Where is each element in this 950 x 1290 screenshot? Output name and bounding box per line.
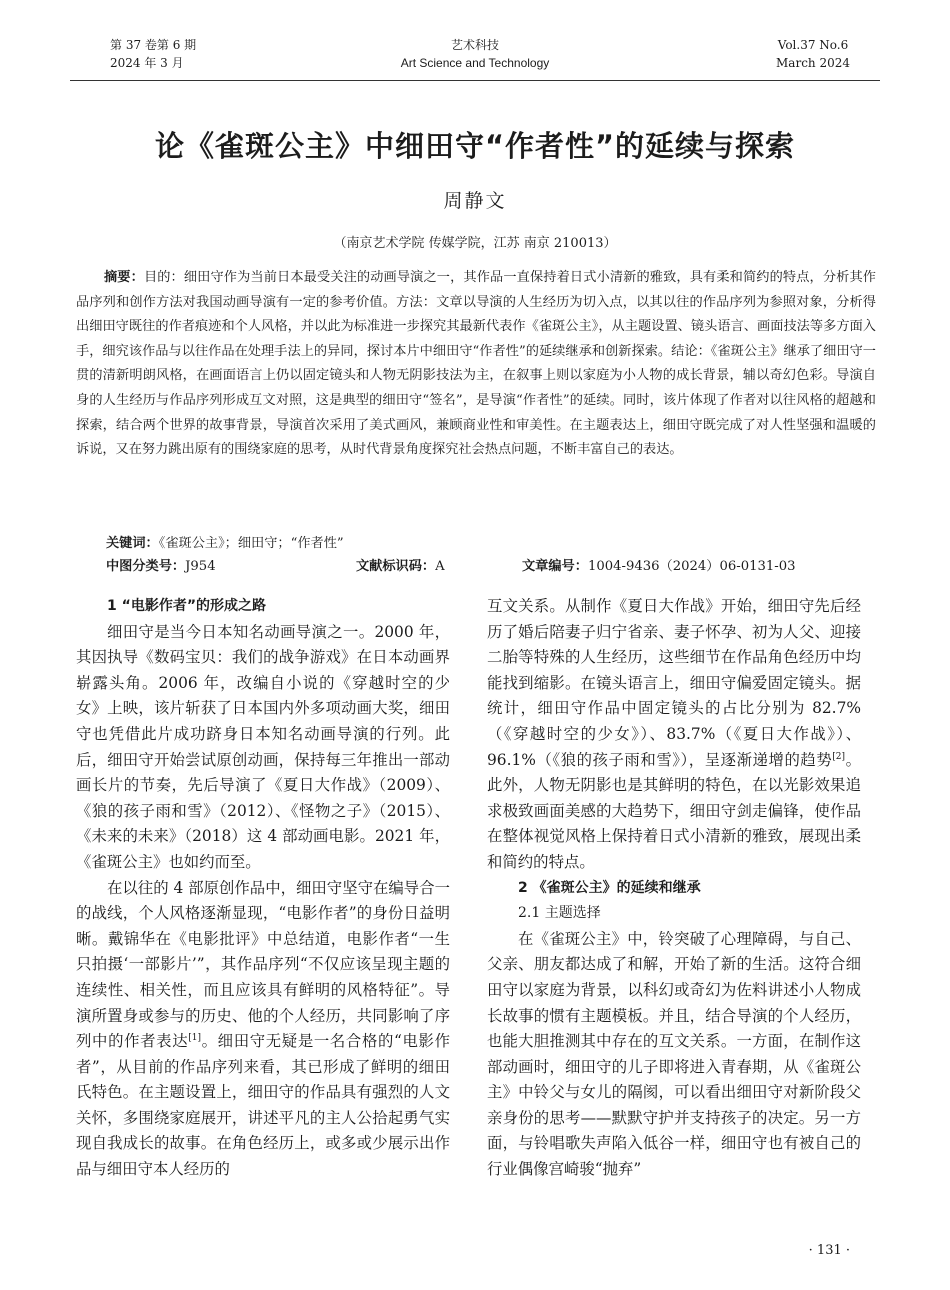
doc-value: A [435, 559, 445, 574]
abstract [76, 266, 876, 463]
author-name: 周静文 [443, 190, 507, 212]
keywords [106, 533, 886, 555]
abstract-label: 摘要： [104, 270, 144, 285]
abstract-text: 目的：细田守作为当前日本最受关注的动画导演之一，其作品一直保持着日式小清新的雅致，具有柔和简约的特点，分析其作品序列和创作方法对我国动画导演有一定的参考价值。方法：文章以导演的人生经历为切入点，以其以往的作品序列为参照对象，分析得出细田守既往的作者痕迹和个人风格，并以此为标准进一步探究其最新代表作《雀斑公主》，从主题设置、镜头语言、画面技法等多方面入手，细究该作品与以往作品在处理手法上的异同，探讨本片中细田守“作者性”的延续继承和创新探索。结论：《雀斑公主》继承了细田守一贯的清新明朗风格，在画面语言上仍以固定镜头和人物无阴影技法为主，在叙事上则以家庭为小人物的成长背景，辅以奇幻色彩。导演自身的人生经历与作品序列形成互文对照，这是典型的细田守“签名”，是导演“作者性”的延续。同时，该片体现了作者对以往风格的超越和探索，结合两个世界的故事背景，导演首次采用了美式画风，兼顾商业性和审美性。在主题表达上，细田守既完成了对人性坚强和温暖的诉说，又在努力跳出原有的围绕家庭的思考，从时代背景角度探究社会热点问题，不断丰富自己的表达。 [76, 270, 876, 458]
classification-line [106, 556, 886, 578]
header-volume-en [776, 36, 850, 72]
article-number [522, 556, 796, 578]
body-column-left [76, 594, 450, 1183]
header-journal-en: Art Science and Technology [400, 56, 550, 70]
header-journal [70, 36, 880, 72]
paragraph: 在《雀斑公主》中，铃突破了心理障碍，与自己、父亲、朋友都达成了和解，开始了新的生活。这符合细田守以家庭为背景，以科幻或奇幻为佐料讲述小人物成长故事的惯有主题模板。并且，结合导演的个人经历，也能大胆推测其中存在的互文关系。一方面，在制作这部动画时，细田守的儿子即将进入青春期，从《雀斑公主》中铃父与女儿的隔阂，可以看出细田守对新阶段父亲身份的思考——默默守护并支持孩子的决定。另一方面，与铃唱歌失声陷入低谷一样，细田守也有被自己的行业偶像宫崎骏“抛弃” [487, 929, 861, 1179]
clc-label: 中图分类号： [106, 559, 186, 574]
header-date: 2024 年 3 月 [110, 56, 184, 70]
section-2-1-heading: 2.1 主题选择 [518, 905, 601, 922]
header-volume: 第 37 卷第 6 期 [110, 38, 197, 52]
citation-2: [2] [832, 751, 846, 762]
header-month: March 2024 [776, 56, 850, 70]
keywords-text: 《雀斑公主》；细田守；“作者性” [158, 536, 344, 551]
body-column-right [487, 594, 861, 1183]
article-value: 1004-9436（2024）06-0131-03 [587, 559, 796, 574]
article-title: 论《雀斑公主》中细田守“作者性”的延续与探索 [154, 129, 796, 163]
header-journal-cn: 艺术科技 [450, 38, 499, 52]
paragraph [76, 876, 450, 1183]
document-code [356, 556, 445, 578]
section-1-heading: 1 “电影作者”的形成之路 [107, 598, 267, 614]
citation-1: [1] [188, 1032, 201, 1043]
paragraph [487, 594, 861, 876]
paragraph-text: 在以往的 4 部原创作品中，细田守坚守在编导合一的战线，个人风格逐渐显现，“电影作者”的身份日益明晰。戴锦华在《电影批评》中总结道，电影作者“一生只拍摄‘一部影片’”，其作品序列“不仅应该呈现主题的连续性、相关性，而且应该具有鲜明的风格特征”。导演所置身或参与的历史、他的个人经历，共同影响了序列中的作者表达 [76, 878, 450, 1051]
running-header [70, 36, 880, 81]
paragraph: 细田守是当今日本知名动画导演之一。2000 年，其因执导《数码宝贝：我们的战争游戏》在日本动画界崭露头角。2006 年，改编自小说的《穿越时空的少女》上映，该片斩获了日本国内外多项动画大奖，细田守也凭借此片成功跻身日本知名动画导演的行列。此后，细田守开始尝试原创动画，保持每三年推出一部动画长片的节奏，先后导演了《夏日大作战》（2009）、《狼的孩子雨和雪》（2012）、《怪物之子》（2015）、《未来的未来》（2018）这 4 部动画电影。2021 年，《雀斑公主》也如约而至。 [76, 622, 450, 871]
author-affiliation: （南京艺术学院 传媒学院，江苏 南京 210013） [333, 236, 617, 251]
article-label: 文章编号： [522, 559, 588, 574]
paragraph-text: 。此外，人物无阴影也是其鲜明的特色，在以光影效果追求极致画面美感的大趋势下，细田守剑走偏锋，使作品在整体视觉风格上保持着日式小清新的雅致，展现出柔和简约的特点。 [487, 750, 861, 871]
paragraph-text: 。细田守无疑是一名合格的“电影作者”，从目前的作品序列来看，其已形成了鲜明的细田氏特色。在主题设置上，细田守的作品具有强烈的人文关怀，多围绕家庭展开，讲述平凡的主人公拾起勇气实现自我成长的故事。在角色经历上，或多或少展示出作品与细田守本人经历的 [76, 1032, 450, 1179]
paragraph-text: 互文关系。从制作《夏日大作战》开始，细田守先后经历了婚后陪妻子归宁省亲、妻子怀孕、初为人父、迎接二胎等特殊的人生经历，这些细节在作品角色经历中均能找到缩影。在镜头语言上，细田守偏爱固定镜头。据统计，细田守作品中固定镜头的占比分别为 82.7%（《穿越时空的少女》）、83.7%（《夏日大作战》）、96.1%（《狼的孩子雨和雪》），呈逐渐递增的趋势 [487, 597, 861, 769]
header-vol-no: Vol.37 No.6 [777, 38, 849, 52]
clc-number [106, 556, 216, 578]
keywords-label: 关键词： [106, 536, 159, 551]
page-number: · 131 · [808, 1243, 850, 1258]
doc-label: 文献标识码： [356, 559, 436, 574]
clc-value: J954 [185, 559, 216, 574]
section-2-heading: 2 《雀斑公主》的延续和继承 [518, 879, 701, 896]
